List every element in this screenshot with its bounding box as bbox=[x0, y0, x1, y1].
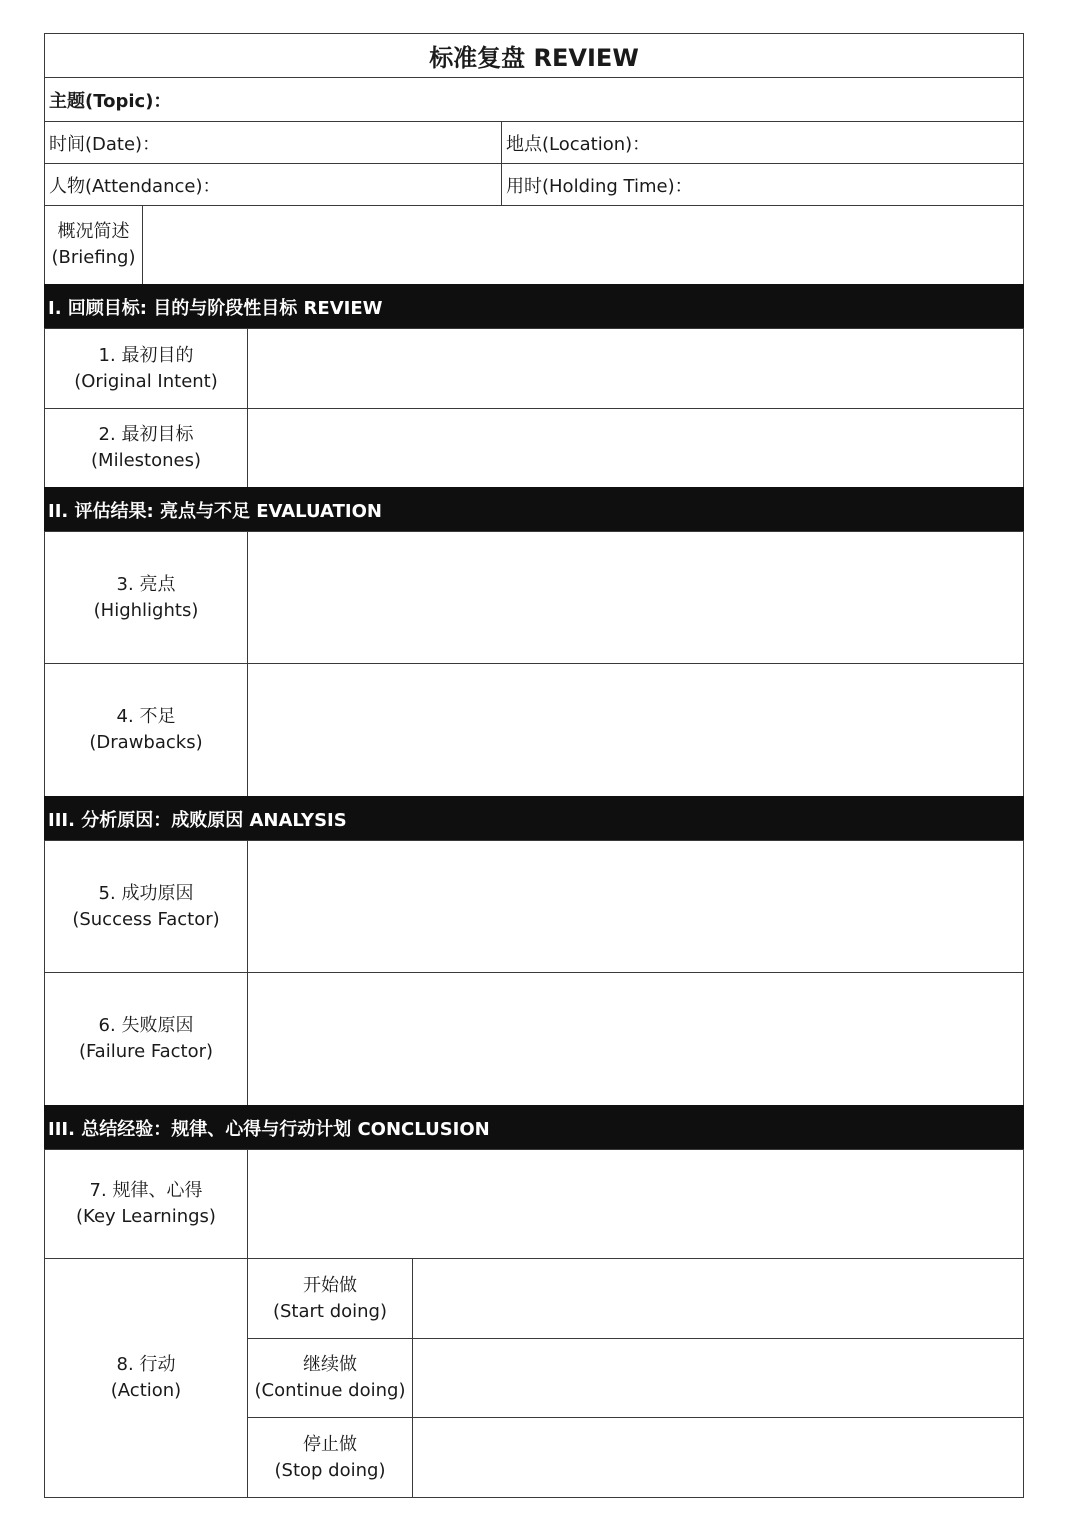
start-doing-label-en: (Start doing) bbox=[272, 1300, 387, 1322]
success-factor-label bbox=[44, 840, 248, 973]
highlights-label-zh: 3. 亮点 bbox=[116, 573, 176, 595]
key-learnings-label-zh: 7. 规律、心得 bbox=[89, 1180, 203, 1201]
review-form bbox=[44, 33, 1024, 1498]
attendance-field[interactable]: 人物(Attendance)： bbox=[44, 163, 502, 206]
form-title: 标准复盘 REVIEW bbox=[44, 33, 1024, 78]
continue-doing-label-zh: 继续做 bbox=[303, 1354, 357, 1375]
briefing-label-zh: 概况简述 bbox=[57, 221, 130, 242]
stop-doing-label bbox=[247, 1417, 413, 1498]
section-evaluation-header: II. 评估结果: 亮点与不足 EVALUATION bbox=[44, 487, 1024, 532]
failure-factor-label bbox=[44, 972, 248, 1106]
briefing-label bbox=[44, 205, 143, 285]
failure-factor-label-zh: 6. 失败原因 bbox=[98, 1015, 194, 1036]
start-doing-label-zh: 开始做 bbox=[303, 1274, 357, 1296]
action-label-zh: 8. 行动 bbox=[116, 1354, 176, 1375]
success-factor-label-en: (Success Factor) bbox=[72, 908, 220, 930]
failure-factor-input[interactable] bbox=[247, 972, 1024, 1106]
section-conclusion-header: III. 总结经验：规律、心得与行动计划 CONCLUSION bbox=[44, 1105, 1024, 1150]
stop-doing-input[interactable] bbox=[412, 1417, 1024, 1498]
briefing-input[interactable] bbox=[142, 205, 1024, 285]
action-label bbox=[44, 1258, 248, 1498]
continue-doing-label bbox=[247, 1338, 413, 1418]
highlights-input[interactable] bbox=[247, 531, 1024, 664]
milestones-label-en: (Milestones) bbox=[91, 450, 201, 471]
section-review-header: I. 回顾目标: 目的与阶段性目标 REVIEW bbox=[44, 284, 1024, 329]
success-factor-label-zh: 5. 成功原因 bbox=[98, 882, 194, 904]
key-learnings-label bbox=[44, 1149, 248, 1259]
original-intent-label-zh: 1. 最初目的 bbox=[98, 344, 194, 366]
start-doing-label bbox=[247, 1258, 413, 1339]
date-field[interactable]: 时间(Date)： bbox=[44, 121, 502, 164]
holding-time-field[interactable]: 用时(Holding Time)： bbox=[501, 163, 1024, 206]
failure-factor-label-en: (Failure Factor) bbox=[78, 1041, 214, 1062]
milestones-input[interactable] bbox=[247, 408, 1024, 488]
original-intent-input[interactable] bbox=[247, 328, 1024, 409]
drawbacks-label bbox=[44, 663, 248, 797]
highlights-label-en: (Highlights) bbox=[93, 599, 199, 621]
continue-doing-label-en: (Continue doing) bbox=[254, 1380, 406, 1401]
drawbacks-input[interactable] bbox=[247, 663, 1024, 797]
original-intent-label bbox=[44, 328, 248, 409]
topic-field[interactable]: 主题(Topic)： bbox=[44, 77, 1024, 122]
drawbacks-label-en: (Drawbacks) bbox=[89, 732, 203, 753]
key-learnings-input[interactable] bbox=[247, 1149, 1024, 1259]
success-factor-input[interactable] bbox=[247, 840, 1024, 973]
drawbacks-label-zh: 4. 不足 bbox=[116, 706, 176, 727]
key-learnings-label-en: (Key Learnings) bbox=[76, 1206, 216, 1227]
start-doing-input[interactable] bbox=[412, 1258, 1024, 1339]
milestones-label-zh: 2. 最初目标 bbox=[98, 424, 194, 445]
briefing-label-en: (Briefing) bbox=[51, 247, 136, 268]
section-analysis-header: III. 分析原因：成败原因 ANALYSIS bbox=[44, 796, 1024, 841]
stop-doing-label-en: (Stop doing) bbox=[274, 1459, 386, 1481]
highlights-label bbox=[44, 531, 248, 664]
action-label-en: (Action) bbox=[110, 1380, 182, 1401]
stop-doing-label-zh: 停止做 bbox=[303, 1433, 357, 1455]
original-intent-label-en: (Original Intent) bbox=[74, 370, 218, 392]
milestones-label bbox=[44, 408, 248, 488]
continue-doing-input[interactable] bbox=[412, 1338, 1024, 1418]
location-field[interactable]: 地点(Location)： bbox=[501, 121, 1024, 164]
